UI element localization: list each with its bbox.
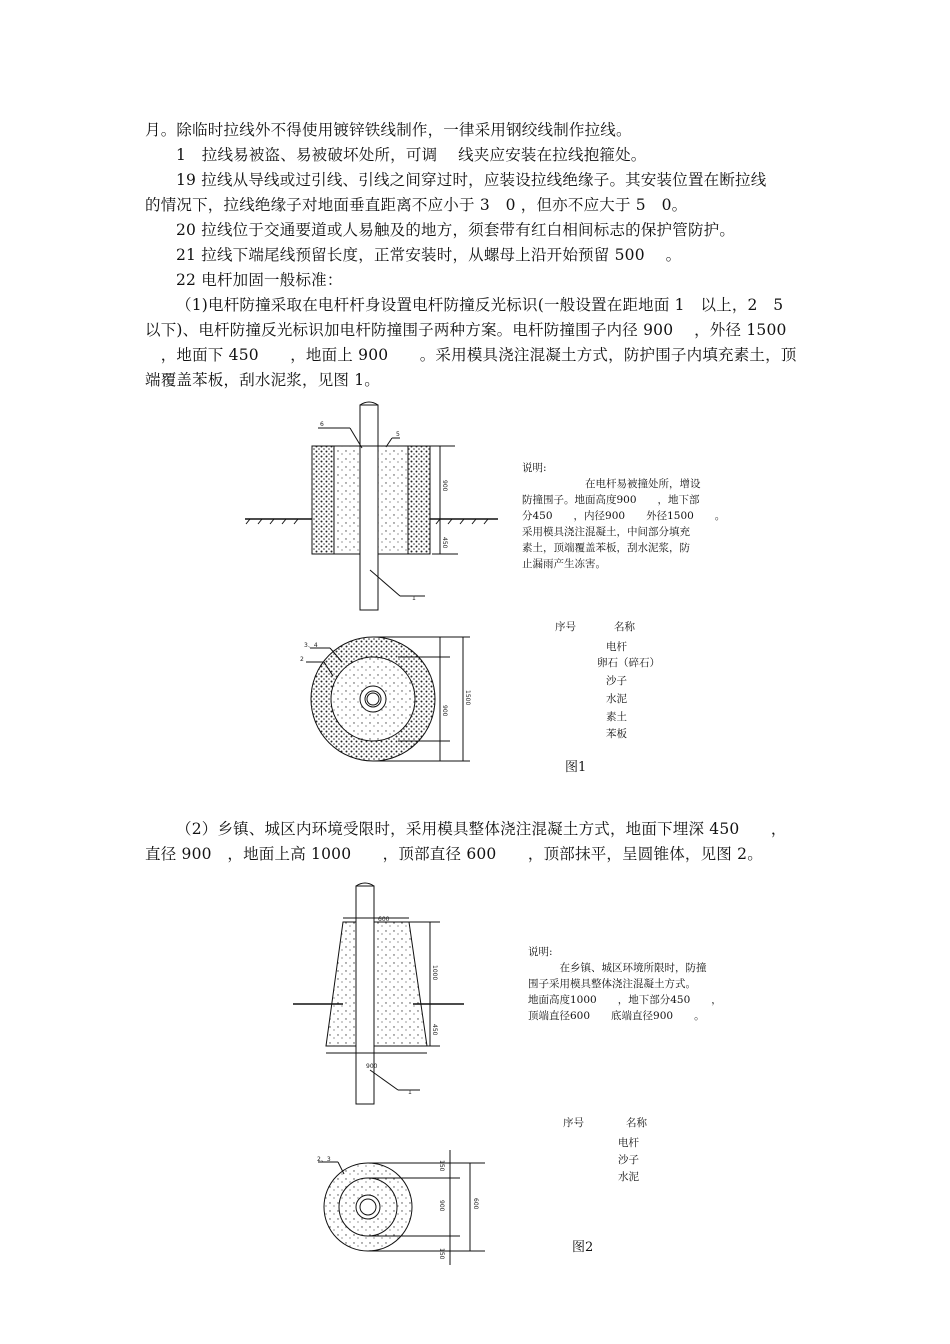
legend-item: 电杆 (618, 1137, 639, 1149)
paragraph-line: 19 拉线从导线或过引线、引线之间穿过时，应装设拉线绝缘子。其安装位置在断拉线 (176, 171, 767, 189)
dimension-label: 150 (438, 1248, 445, 1260)
callout-label: 3、4 (304, 642, 318, 649)
legend-header-name: 名称 (614, 621, 635, 633)
note-line: 分450 ，内径900 外径1500 。 (522, 510, 726, 522)
figure2-label: 图2 (572, 1240, 594, 1255)
paragraph-line: 端覆盖苯板，刮水泥浆，见图 1。 (145, 371, 380, 389)
dimension-label: 1000 (431, 965, 438, 981)
paragraph-line: 以下)、电杆防撞反光标识加电杆防撞围子两种方案。电杆防撞围子内径 900 ，外径 1500 (145, 321, 787, 339)
legend-item: 沙子 (606, 675, 627, 687)
note-line: 围子采用模具整体浇注混凝土方式。 (528, 978, 696, 990)
dimension-label: 900 (366, 1063, 378, 1070)
legend-header-number: 序号 (563, 1117, 584, 1129)
note-line: 在乡镇、城区环境所限时，防撞 (528, 962, 707, 974)
note-line: 防撞围子。地面高度900 ，地下部 (522, 494, 700, 506)
dimension-label: 600 (472, 1198, 479, 1210)
dimension-label: 1500 (464, 690, 471, 706)
paragraph-line: 的情况下，拉线绝缘子对地面垂直距离不应小于 3 0 ，但亦不应大于 5 0。 (145, 196, 688, 214)
paragraph-line: 20 拉线位于交通要道或人易触及的地方，须套带有红白相间标志的保护管防护。 (176, 221, 736, 239)
paragraph-line: 21 拉线下端尾线预留长度，正常安装时，从螺母上沿开始预留 500 。 (176, 246, 682, 264)
paragraph-line: （1)电杆防撞采取在电杆杆身设置电杆防撞反光标识(一般设置在距地面 1 以上，2 5 (176, 296, 784, 314)
dimension-label: 450 (431, 1024, 438, 1036)
paragraph-line: 22 电杆加固一般标准： (176, 271, 343, 289)
figure1-elevation (245, 402, 498, 610)
paragraph-line: （2）乡镇、城区内环境受限时，采用模具整体浇注混凝土方式，地面下埋深 450 ， (176, 820, 787, 838)
note-line: 说明: (522, 462, 547, 474)
legend-item: 水泥 (618, 1171, 639, 1183)
legend-header-number: 序号 (555, 621, 576, 633)
callout-label: 1 (408, 1089, 412, 1096)
paragraph-line: 直径 900 ，地面上高 1000 ，顶部直径 600 ，顶部抹平，呈圆锥体，见图 2。 (145, 845, 763, 863)
note-line: 采用模具浇注混凝土，中间部分填充 (522, 526, 690, 538)
paragraph-line: ，地面下 450 ，地面上 900 。采用模具浇注混凝土方式，防护围子内填充素土，顶 (145, 346, 797, 364)
dimension-label: 600 (378, 916, 390, 923)
dimension-label: 900 (438, 1200, 445, 1212)
dimension-label: 900 (441, 705, 448, 717)
note-line: 顶端直径600 底端直径900 。 (528, 1010, 705, 1022)
paragraph-line: 月。除临时拉线外不得使用镀锌铁线制作，一律采用钢绞线制作拉线。 (145, 121, 632, 139)
figure1-plan (306, 637, 470, 761)
callout-label: 2、3 (317, 1156, 331, 1163)
callout-label: 1 (412, 595, 416, 602)
dimension-label: 900 (441, 480, 448, 492)
figure2-plan (318, 1150, 485, 1265)
legend-item: 苯板 (606, 728, 627, 740)
callout-label: 6 (320, 421, 324, 428)
note-line: 地面高度1000 ，地下部分450 ， (528, 994, 722, 1006)
legend-header-name: 名称 (626, 1117, 647, 1129)
note-line: 在电杆易被撞处所，增设 (522, 478, 701, 490)
note-line: 止漏雨产生冻害。 (522, 558, 606, 570)
dimension-label: 450 (441, 537, 448, 549)
note-line: 素土，顶端覆盖苯板，刮水泥浆，防 (522, 542, 690, 554)
legend-item: 卵石（碎石） (597, 657, 660, 669)
figure1-note (522, 460, 725, 572)
figure1-label: 图1 (565, 760, 587, 775)
legend-item: 沙子 (618, 1154, 639, 1166)
dimension-label: 150 (438, 1160, 445, 1172)
callout-label: 2 (300, 656, 304, 663)
legend-item: 电杆 (606, 641, 627, 653)
legend-item: 水泥 (606, 693, 627, 705)
legend-item: 素土 (606, 711, 627, 723)
figure2-note (528, 944, 722, 1024)
note-line: 说明: (528, 946, 553, 958)
paragraph-line: 1 拉线易被盗、易被破坏处所，可调 线夹应安装在拉线抱箍处。 (176, 146, 647, 164)
callout-label: 5 (396, 431, 400, 438)
